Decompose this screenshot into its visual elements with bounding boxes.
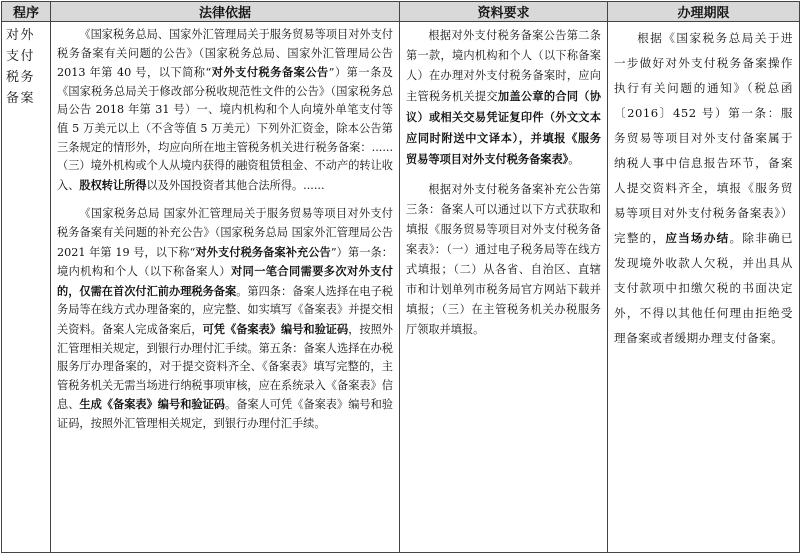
procedure-cell: 对外支付税务备案 xyxy=(2,22,51,553)
header-materials: 资料要求 xyxy=(400,2,608,22)
legal-basis-cell xyxy=(51,22,400,553)
materials-cell xyxy=(400,22,608,553)
header-row xyxy=(2,2,800,22)
legal-basis-paragraph-1: 《国家税务总局、国家外汇管理局关于服务贸易等项目对外支付税务备案有关问题的公告》（国家税务总局、国家外汇管理局公告 2013 年第 40 号，以下简称“对外支付税务备案公告”）第一条及《国家税务总局关于修改部分税收规范性文件的公告》（国家税务总局公告 2018 年第 31 号）一、境内机构和个人向境外单笔支付等值 5 万美元以上（不含等值 5 万美元）下列外汇资金，除本公告第三条规定的情形外，均应向所在地主管税务机关进行税务备案：......（三）境外机构或个人从境内获得的融资租赁租金、不动产的转让收入、股权转让所得以及外国投资者其他合法所得。...... xyxy=(57,28,393,192)
table-row xyxy=(2,22,800,553)
header-legal-basis: 法律依据 xyxy=(51,2,400,22)
tax-filing-table xyxy=(1,1,800,553)
materials-paragraph-2: 根据对外支付税务备案补充公告第三条：备案人可以通过以下方式获取和填报《服务贸易等项目对外支付税务备案表》：（一）通过电子税务局等在线方式填报；（二）从各省、自治区、直辖市和计划单列市税务局官方网站下载并填报；（三）在主管税务机关办税服务厅领取并填报。 xyxy=(406,183,601,336)
period-paragraph: 根据《国家税务总局关于进一步做好对外支付税务备案操作执行有关问题的通知》（税总函〔2016〕452 号）第一条：服务贸易等项目对外支付备案属于纳税人事中信息报告环节，备案人提交资料齐全，填报《服务贸易等项目对外支付税务备案表》）完整的，应当场办结。除非确已发现境外收款人欠税，并出具从支付款项中扣缴欠税的书面决定外，不得以其他任何理由拒绝受理备案或者缓期办理支付备案。 xyxy=(614,31,793,345)
period-cell xyxy=(608,22,800,553)
legal-basis-paragraph-2: 《国家税务总局 国家外汇管理局关于服务贸易等项目对外支付税务备案有关问题的补充公告》（国家税务总局 国家外汇管理局公告 2021 年第 19 号，以下称“对外支付税务备案补充公告”）第一条：境内机构和个人（以下称备案人）对同一笔合同需要多次对外支付的，仅需在首次付汇前办理税务备案。第四条：备案人选择在电子税务局等在线方式办理备案的，应完整、如实填写《备案表》并提交相关资料。备案人完成备案后，可凭《备案表》编号和验证码，按照外汇管理相关规定，到银行办理付汇手续。第五条：备案人选择在办税服务厅办理备案的，对于提交资料齐全、《备案表》填写完整的，主管税务机关无需当场进行纳税事项审核，应在系统录入《备案表》信息、生成《备案表》编号和验证码。备案人可凭《备案表》编号和验证码，按照外汇管理相关规定，到银行办理付汇手续。 xyxy=(57,207,393,430)
materials-paragraph-1: 根据对外支付税务备案公告第二条第一款，境内机构和个人（以下称备案人）在办理对外支付税务备案时，应向主管税务机关提交加盖公章的合同（协议）或相关交易凭证复印件（外文文本应同时附送中文译本），并填报《服务贸易等项目对外支付税务备案表》。 xyxy=(406,29,601,166)
header-procedure: 程序 xyxy=(2,2,51,22)
header-period: 办理期限 xyxy=(608,2,800,22)
